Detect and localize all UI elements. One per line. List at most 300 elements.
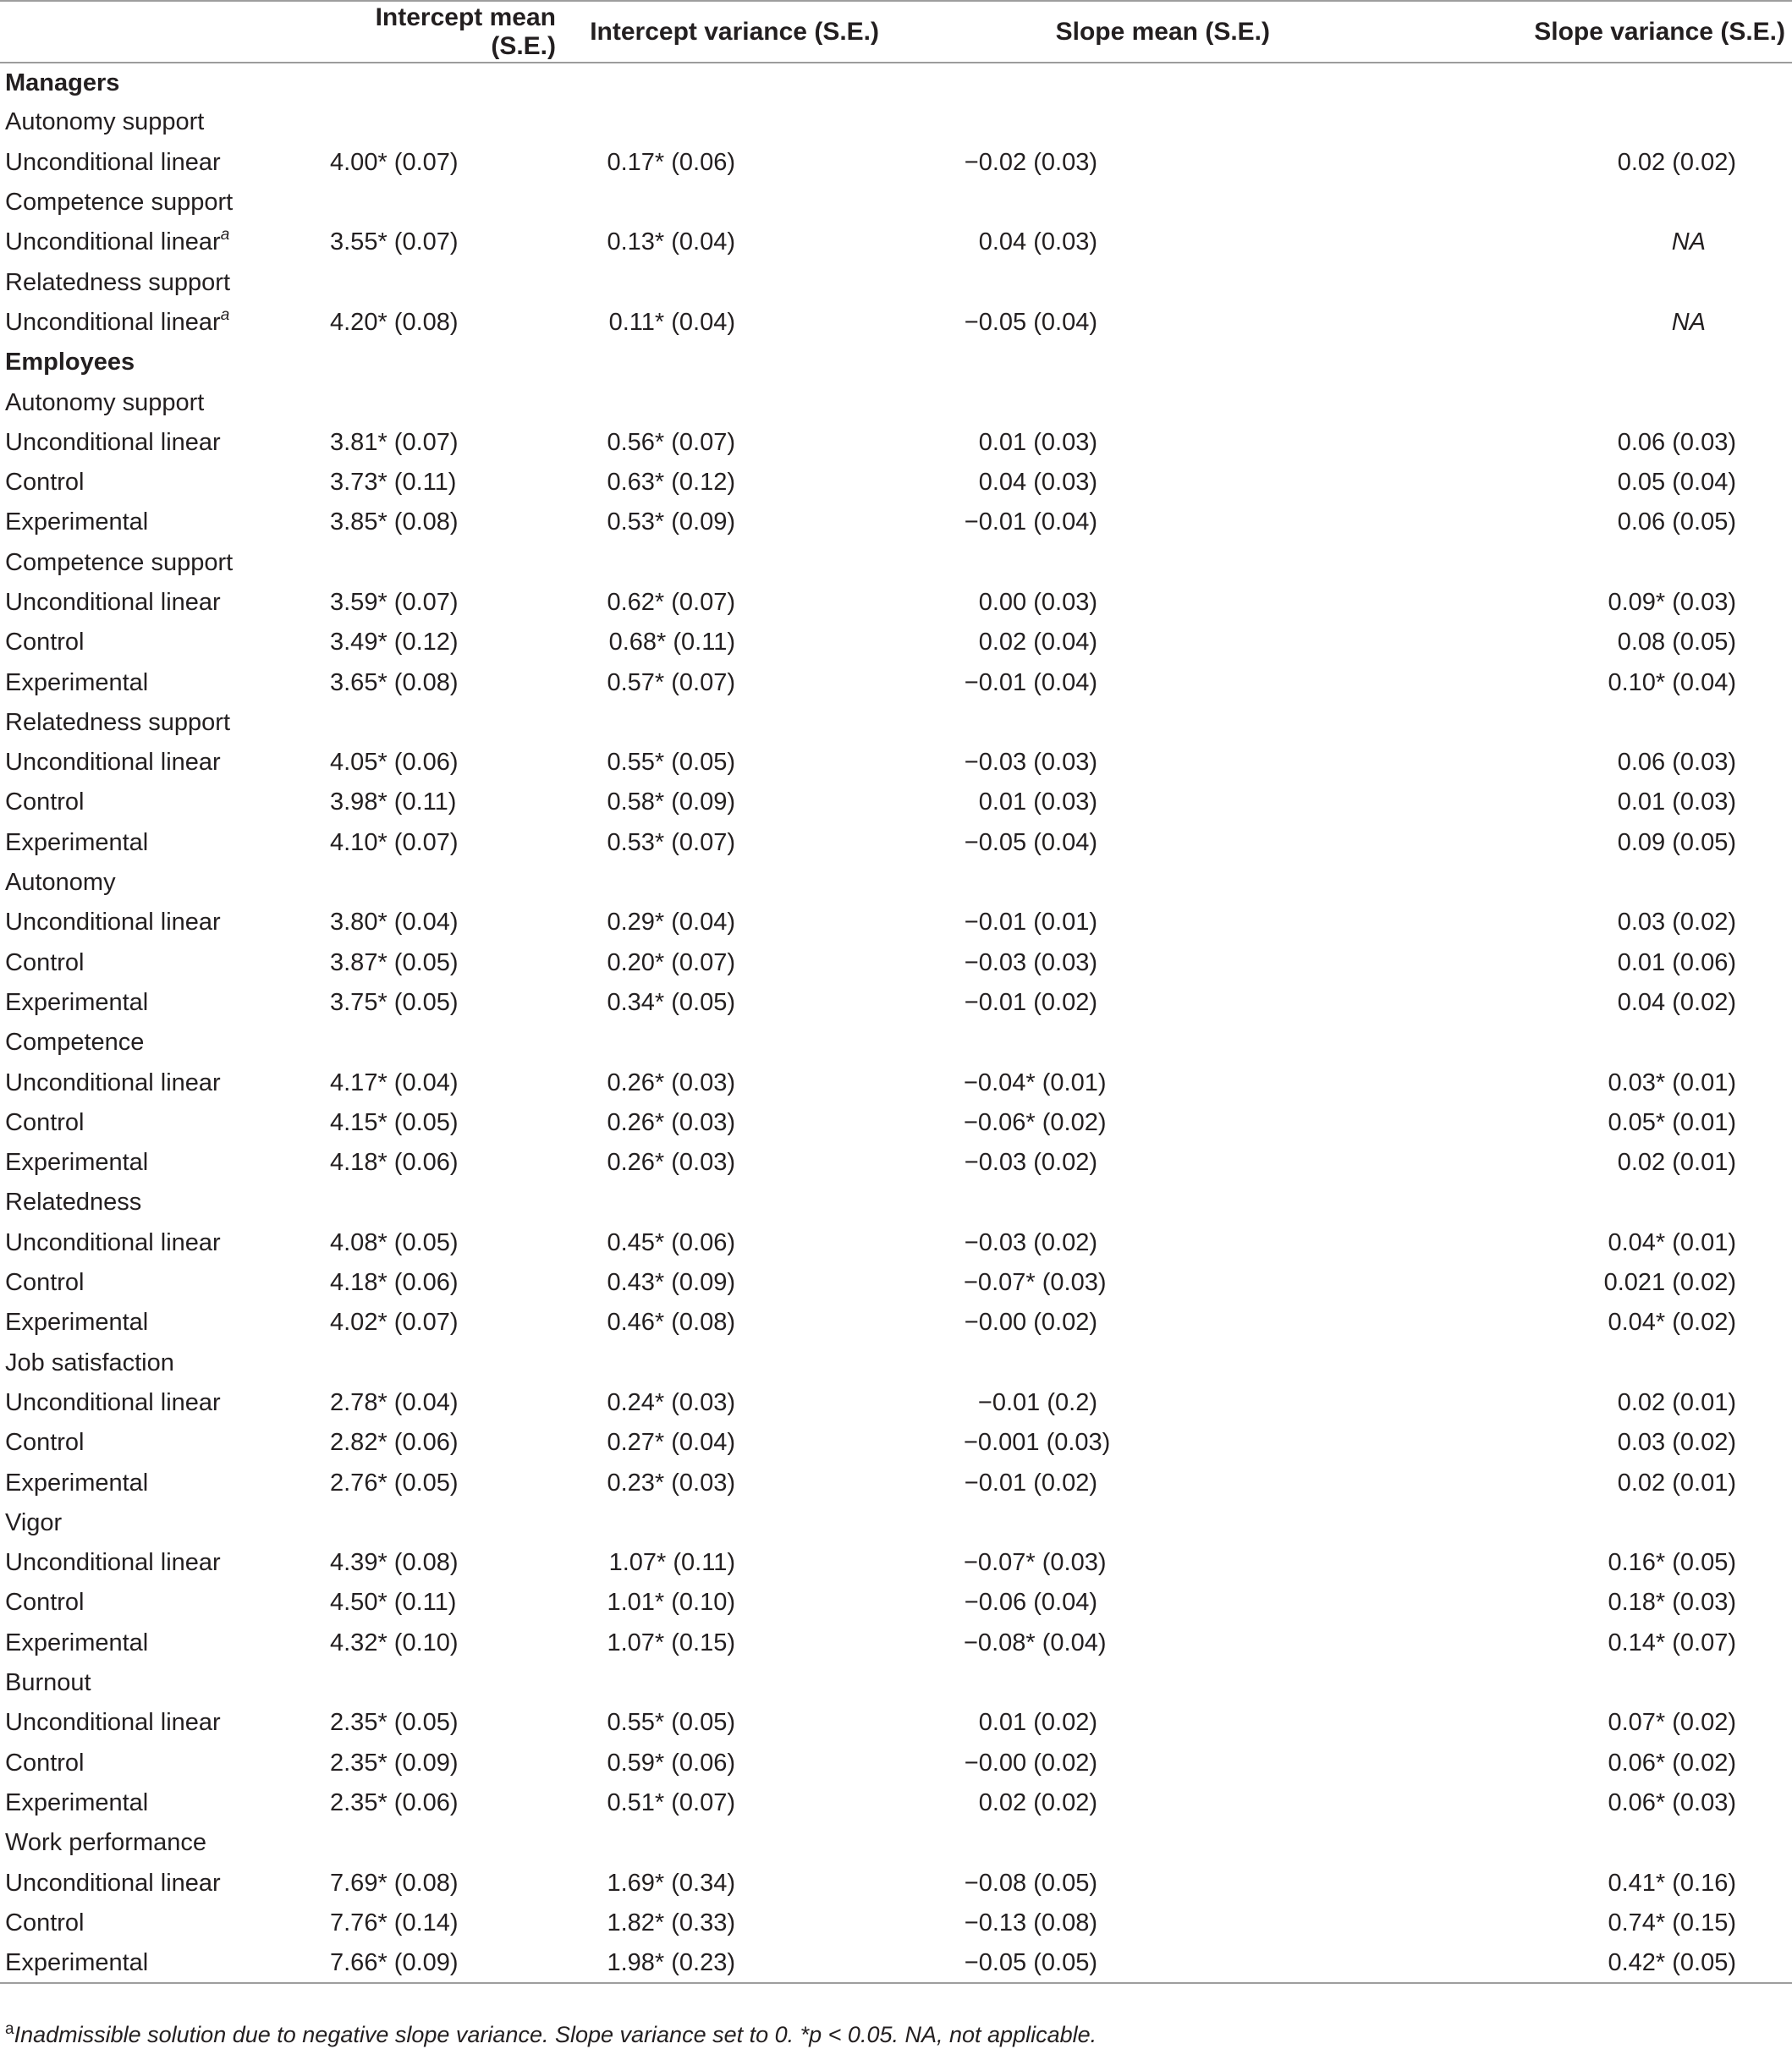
slope-variance-cell: 0.06 (0.03) [1617,428,1736,456]
slope-mean-cell: −0.02 (0.03) [964,148,1097,176]
row-label-text: Unconditional linear [5,909,221,937]
intercept-mean-cell [330,1343,556,1383]
intercept-variance-cell [556,1023,964,1063]
slope-mean-cell: −0.03 (0.02) [964,1149,1097,1177]
row-label-text: Experimental [5,1149,149,1177]
section-label [0,1183,330,1222]
slope-mean-cell: −0.06 (0.04) [964,1589,1097,1617]
intercept-mean-cell [330,863,556,903]
slope-mean-cell: −0.05 (0.04) [964,308,1097,336]
group-label [0,63,330,102]
section-row [0,1343,1792,1383]
intercept-mean-cell: 4.17* (0.04) [330,1068,459,1096]
intercept-variance-cell: 0.23* (0.03) [607,1469,735,1497]
intercept-variance-cell: 1.69* (0.34) [607,1869,735,1897]
row-label [0,1263,330,1303]
intercept-variance-cell: 0.56* (0.07) [607,428,735,456]
slope-mean-cell [964,343,1351,382]
table-row [0,1943,1792,1983]
slope-mean-cell: −0.03 (0.03) [964,948,1097,976]
slope-variance-cell: 0.09 (0.05) [1617,828,1736,856]
row-label [0,1423,330,1463]
slope-mean-cell [964,543,1351,583]
table-row [0,423,1792,463]
row-label [0,423,330,463]
table-row [0,1463,1792,1502]
row-label-text: Unconditional linear [5,589,221,616]
slope-variance-cell: NA [1671,308,1706,336]
slope-mean-cell: 0.01 (0.02) [978,1709,1097,1737]
intercept-variance-cell: 1.82* (0.33) [607,1909,735,1936]
intercept-mean-cell [330,1823,556,1863]
row-label-text: Unconditional linear [5,1388,221,1416]
slope-variance-cell [1351,1823,1792,1863]
section-row [0,183,1792,222]
intercept-mean-cell: 4.18* (0.06) [330,1149,459,1177]
section-label [0,183,330,222]
intercept-variance-cell: 0.46* (0.08) [607,1309,735,1337]
table-row [0,1543,1792,1583]
slope-mean-cell: −0.07* (0.03) [964,1549,1107,1577]
slope-mean-cell: 0.02 (0.02) [978,1788,1097,1816]
slope-mean-cell: −0.01 (0.04) [964,668,1097,696]
slope-variance-cell: 0.41* (0.16) [1608,1869,1736,1897]
row-label-text: Unconditional linear [5,1228,221,1256]
group-row [0,343,1792,382]
group-label [0,343,330,382]
slope-variance-cell [1351,63,1792,102]
intercept-variance-cell [556,63,964,102]
table-row [0,143,1792,183]
row-label-text: Unconditional linear [5,1869,221,1897]
row-label-text: Managers [5,69,120,96]
intercept-mean-cell: 4.20* (0.08) [330,308,459,336]
intercept-mean-cell: 3.85* (0.08) [330,508,459,536]
row-label-text: Relatedness support [5,708,230,736]
slope-mean-cell: −0.07* (0.03) [964,1269,1107,1297]
slope-variance-cell: 0.06 (0.03) [1617,749,1736,777]
intercept-variance-cell [556,863,964,903]
slope-variance-cell: 0.16* (0.05) [1608,1549,1736,1577]
slope-variance-cell: 0.09* (0.03) [1608,589,1736,616]
slope-variance-cell: 0.06* (0.02) [1608,1749,1736,1777]
intercept-mean-cell: 4.10* (0.07) [330,828,459,856]
section-label [0,543,330,583]
section-row [0,703,1792,743]
table-row [0,222,1792,262]
slope-variance-cell: 0.03 (0.02) [1617,909,1736,937]
table-row [0,943,1792,983]
intercept-mean-cell: 4.00* (0.07) [330,148,459,176]
intercept-variance-cell [556,703,964,743]
row-label [0,1863,330,1903]
footnote-marker-ref: a [220,226,230,244]
slope-mean-cell [964,382,1351,422]
slope-variance-cell: 0.06* (0.03) [1608,1788,1736,1816]
slope-variance-cell: 0.06 (0.05) [1617,508,1736,536]
intercept-variance-cell: 0.26* (0.03) [607,1068,735,1096]
slope-mean-cell: −0.01 (0.01) [964,909,1097,937]
table-row [0,623,1792,662]
row-label-text: Experimental [5,1629,149,1656]
intercept-mean-cell: 3.80* (0.04) [330,909,459,937]
row-label-text: Control [5,788,85,816]
intercept-mean-cell [330,102,556,142]
slope-variance-cell: 0.18* (0.03) [1608,1589,1736,1617]
table-row [0,743,1792,783]
slope-mean-cell [964,1823,1351,1863]
intercept-variance-cell: 1.01* (0.10) [607,1589,735,1617]
header-slope-mean: Slope mean (S.E.) [964,1,1351,63]
footnote-marker: a [5,2020,14,2038]
slope-mean-cell: 0.01 (0.03) [978,788,1097,816]
intercept-variance-cell: 0.11* (0.04) [608,308,735,336]
slope-variance-cell: 0.03* (0.01) [1608,1068,1736,1096]
table-row [0,1703,1792,1743]
section-row [0,382,1792,422]
row-label-text: Experimental [5,828,149,856]
slope-mean-cell [964,183,1351,222]
slope-mean-cell: −0.05 (0.04) [964,828,1097,856]
row-label-text: Experimental [5,1469,149,1497]
row-label-text: Experimental [5,988,149,1016]
header-slope-variance: Slope variance (S.E.) [1351,1,1792,63]
table-row [0,1423,1792,1463]
table-row [0,662,1792,702]
row-label-text: Unconditional linear [5,428,221,456]
intercept-mean-cell: 2.35* (0.05) [330,1709,459,1737]
table-body [0,63,1792,1983]
slope-variance-cell [1351,262,1792,302]
row-label-text: Unconditional linear [5,749,221,777]
table-row [0,503,1792,542]
intercept-variance-cell: 1.07* (0.15) [607,1629,735,1656]
row-label-text: Experimental [5,1948,149,1976]
row-label [0,1303,330,1343]
intercept-mean-cell [330,63,556,102]
intercept-variance-cell: 0.53* (0.09) [607,508,735,536]
intercept-mean-cell: 3.73* (0.11) [330,469,457,497]
row-label-text: Control [5,1909,85,1936]
intercept-variance-cell: 0.53* (0.07) [607,828,735,856]
section-label [0,1023,330,1063]
slope-variance-cell: 0.04 (0.02) [1617,988,1736,1016]
row-label-text: Unconditional linear [5,1709,221,1737]
intercept-mean-cell: 4.50* (0.11) [330,1589,457,1617]
row-label-text: Burnout [5,1669,91,1697]
intercept-mean-cell: 3.81* (0.07) [330,428,459,456]
section-label [0,1343,330,1383]
section-row [0,1663,1792,1703]
slope-mean-cell: −0.03 (0.03) [964,749,1097,777]
row-label [0,143,330,183]
intercept-variance-cell: 0.17* (0.06) [607,148,735,176]
intercept-variance-cell [556,1823,964,1863]
row-label-text: Competence support [5,548,234,576]
slope-variance-cell: 0.14* (0.07) [1608,1629,1736,1656]
table-row [0,583,1792,623]
header-row [0,1,1792,63]
intercept-mean-cell: 4.32* (0.10) [330,1629,459,1656]
intercept-mean-cell: 7.66* (0.09) [330,1943,556,1983]
table-row [0,463,1792,503]
table-row [0,1783,1792,1823]
intercept-mean-cell: 2.78* (0.04) [330,1388,459,1416]
row-label-text: Unconditional linear [5,1549,221,1577]
slope-mean-cell [964,703,1351,743]
section-row [0,863,1792,903]
slope-mean-cell: −0.05 (0.05) [964,1943,1351,1983]
intercept-variance-cell: 0.26* (0.03) [607,1149,735,1177]
row-label [0,1743,330,1783]
row-label [0,1703,330,1743]
intercept-mean-cell: 2.35* (0.09) [330,1749,459,1777]
row-label-text: Relatedness [5,1189,142,1217]
intercept-variance-cell: 0.24* (0.03) [607,1388,735,1416]
header-row-label [0,1,330,63]
row-label [0,1383,330,1423]
row-label [0,463,330,503]
intercept-mean-cell [330,703,556,743]
row-label-text: Work performance [5,1829,206,1857]
intercept-mean-cell: 4.05* (0.06) [330,749,459,777]
slope-mean-cell [964,1343,1351,1383]
row-label [0,583,330,623]
table-row [0,1063,1792,1102]
row-label-text: Experimental [5,668,149,696]
slope-variance-cell: 0.05 (0.04) [1617,469,1736,497]
row-label [0,1623,330,1663]
intercept-mean-cell: 7.76* (0.14) [330,1909,459,1936]
slope-variance-cell: 0.74* (0.15) [1608,1909,1736,1936]
row-label-text: Control [5,1108,85,1136]
slope-variance-cell: 0.021 (0.02) [1603,1269,1736,1297]
row-label [0,743,330,783]
table-row [0,903,1792,942]
row-label [0,222,330,262]
slope-mean-cell: −0.01 (0.02) [964,1469,1097,1497]
section-label [0,703,330,743]
intercept-mean-cell: 4.18* (0.06) [330,1269,459,1297]
section-label [0,102,330,142]
slope-mean-cell: −0.001 (0.03) [964,1429,1111,1457]
section-row [0,102,1792,142]
slope-variance-cell [1351,703,1792,743]
intercept-variance-cell: 0.63* (0.12) [607,469,735,497]
intercept-mean-cell [330,262,556,302]
slope-variance-cell: 0.02 (0.01) [1617,1388,1736,1416]
slope-variance-cell: NA [1671,228,1706,256]
table-row [0,1743,1792,1783]
table-row [0,1103,1792,1143]
intercept-variance-cell: 0.43* (0.09) [607,1269,735,1297]
slope-variance-cell: 0.04* (0.01) [1608,1228,1736,1256]
slope-mean-cell: −0.01 (0.04) [964,508,1097,536]
intercept-variance-cell: 0.29* (0.04) [607,909,735,937]
slope-mean-cell: −0.13 (0.08) [964,1909,1097,1936]
table-row [0,1863,1792,1903]
intercept-variance-cell [556,1183,964,1222]
intercept-variance-cell [556,1663,964,1703]
intercept-mean-cell [330,183,556,222]
intercept-mean-cell: 4.08* (0.05) [330,1228,459,1256]
row-label [0,1583,330,1623]
row-label-text: Control [5,1749,85,1777]
intercept-variance-cell: 0.59* (0.06) [607,1749,735,1777]
intercept-mean-cell: 4.02* (0.07) [330,1309,459,1337]
slope-mean-cell: 0.04 (0.03) [978,469,1097,497]
intercept-variance-cell: 0.13* (0.04) [607,228,735,256]
intercept-variance-cell: 0.34* (0.05) [607,988,735,1016]
slope-mean-cell: −0.08 (0.05) [964,1869,1097,1897]
footnote-text: Inadmissible solution due to negative slope variance. Slope variance set to 0. *p < 0.05. NA, not applicable. [14,2022,1097,2047]
slope-variance-cell [1351,343,1792,382]
slope-mean-cell: −0.06* (0.02) [964,1108,1107,1136]
section-label [0,1663,330,1703]
row-label [0,1143,330,1183]
slope-mean-cell [964,63,1351,102]
section-row [0,1503,1792,1543]
slope-mean-cell [964,102,1351,142]
intercept-mean-cell: 3.59* (0.07) [330,589,459,616]
row-label [0,823,330,863]
row-label [0,662,330,702]
intercept-mean-cell: 4.39* (0.08) [330,1549,459,1577]
row-label-text: Employees [5,349,135,376]
table-row [0,1583,1792,1623]
intercept-variance-cell: 0.55* (0.05) [607,749,735,777]
slope-mean-cell [964,863,1351,903]
intercept-variance-cell [556,262,964,302]
header-intercept-mean: Intercept mean (S.E.) [330,1,556,63]
intercept-mean-cell: 3.65* (0.08) [330,668,459,696]
slope-mean-cell [964,1023,1351,1063]
slope-variance-cell: 0.08 (0.05) [1617,629,1736,656]
slope-mean-cell: −0.00 (0.02) [964,1309,1097,1337]
slope-variance-cell [1351,1183,1792,1222]
table-row [0,1263,1792,1303]
row-label-text: Relatedness support [5,268,230,296]
intercept-mean-cell [330,382,556,422]
row-label [0,1783,330,1823]
row-label [0,1063,330,1102]
table-row [0,1143,1792,1183]
slope-variance-cell: 0.02 (0.02) [1617,148,1736,176]
row-label [0,1543,330,1583]
row-label [0,503,330,542]
row-label [0,1463,330,1502]
row-label-text: Autonomy [5,869,116,897]
slope-variance-cell: 0.42* (0.05) [1351,1943,1792,1983]
intercept-mean-cell: 3.55* (0.07) [330,228,459,256]
row-label-text: Competence support [5,189,234,217]
intercept-variance-cell: 0.26* (0.03) [607,1108,735,1136]
section-row [0,543,1792,583]
row-label [0,1223,330,1263]
row-label-text: Unconditional linear [5,308,221,336]
intercept-variance-cell: 0.55* (0.05) [607,1709,735,1737]
slope-variance-cell: 0.07* (0.02) [1608,1709,1736,1737]
row-label-text: Control [5,629,85,656]
intercept-variance-cell [556,1503,964,1543]
slope-variance-cell: 0.10* (0.04) [1608,668,1736,696]
intercept-variance-cell: 0.68* (0.11) [608,629,735,656]
intercept-variance-cell: 0.20* (0.07) [607,948,735,976]
table-row [0,1383,1792,1423]
row-label-text: Control [5,1269,85,1297]
intercept-mean-cell [330,1503,556,1543]
slope-mean-cell: −0.04* (0.01) [964,1068,1107,1096]
slope-variance-cell [1351,543,1792,583]
table-row [0,303,1792,343]
intercept-variance-cell: 0.57* (0.07) [607,668,735,696]
slope-variance-cell: 0.03 (0.02) [1617,1429,1736,1457]
slope-variance-cell: 0.04* (0.02) [1608,1309,1736,1337]
section-row [0,262,1792,302]
slope-mean-cell [964,1503,1351,1543]
intercept-mean-cell [330,543,556,583]
table-row [0,983,1792,1023]
slope-mean-cell: −0.08* (0.04) [964,1629,1107,1656]
table-footnote [5,2022,1097,2048]
slope-variance-cell [1351,382,1792,422]
slope-variance-cell: 0.05* (0.01) [1608,1108,1736,1136]
section-label [0,863,330,903]
slope-variance-cell [1351,863,1792,903]
slope-variance-cell: 0.01 (0.06) [1617,948,1736,976]
slope-mean-cell: −0.01 (0.2) [977,1388,1097,1416]
row-label-text: Job satisfaction [5,1349,174,1376]
row-label-text: Experimental [5,1788,149,1816]
slope-variance-cell [1351,1343,1792,1383]
footnote-marker-ref: a [220,305,230,324]
slope-variance-cell [1351,1663,1792,1703]
intercept-mean-cell: 3.49* (0.12) [330,629,459,656]
intercept-mean-cell: 4.15* (0.05) [330,1108,459,1136]
intercept-variance-cell [556,102,964,142]
row-label [0,983,330,1023]
row-label-text: Autonomy support [5,388,205,416]
slope-variance-cell: 0.02 (0.01) [1617,1149,1736,1177]
intercept-variance-cell: 0.58* (0.09) [607,788,735,816]
row-label [0,903,330,942]
section-label [0,382,330,422]
section-row [0,1183,1792,1222]
intercept-variance-cell: 1.07* (0.11) [608,1549,735,1577]
table-row [0,783,1792,822]
table-row [0,1623,1792,1663]
row-label-text: Experimental [5,508,149,536]
table-row [0,1303,1792,1343]
slope-mean-cell [964,1663,1351,1703]
row-label [0,1943,330,1983]
intercept-mean-cell: 2.35* (0.06) [330,1788,459,1816]
row-label-text: Control [5,1429,85,1457]
row-label-text: Vigor [5,1508,63,1536]
slope-variance-cell [1351,102,1792,142]
slope-variance-cell [1351,183,1792,222]
row-label-text: Competence [5,1029,145,1057]
section-row [0,1823,1792,1863]
row-label-text: Control [5,1589,85,1617]
slope-variance-cell: 0.01 (0.03) [1617,788,1736,816]
intercept-variance-cell [556,343,964,382]
slope-variance-cell [1351,1023,1792,1063]
intercept-mean-cell: 7.69* (0.08) [330,1869,459,1897]
slope-mean-cell [964,262,1351,302]
intercept-mean-cell: 3.98* (0.11) [330,788,457,816]
intercept-mean-cell [330,1663,556,1703]
